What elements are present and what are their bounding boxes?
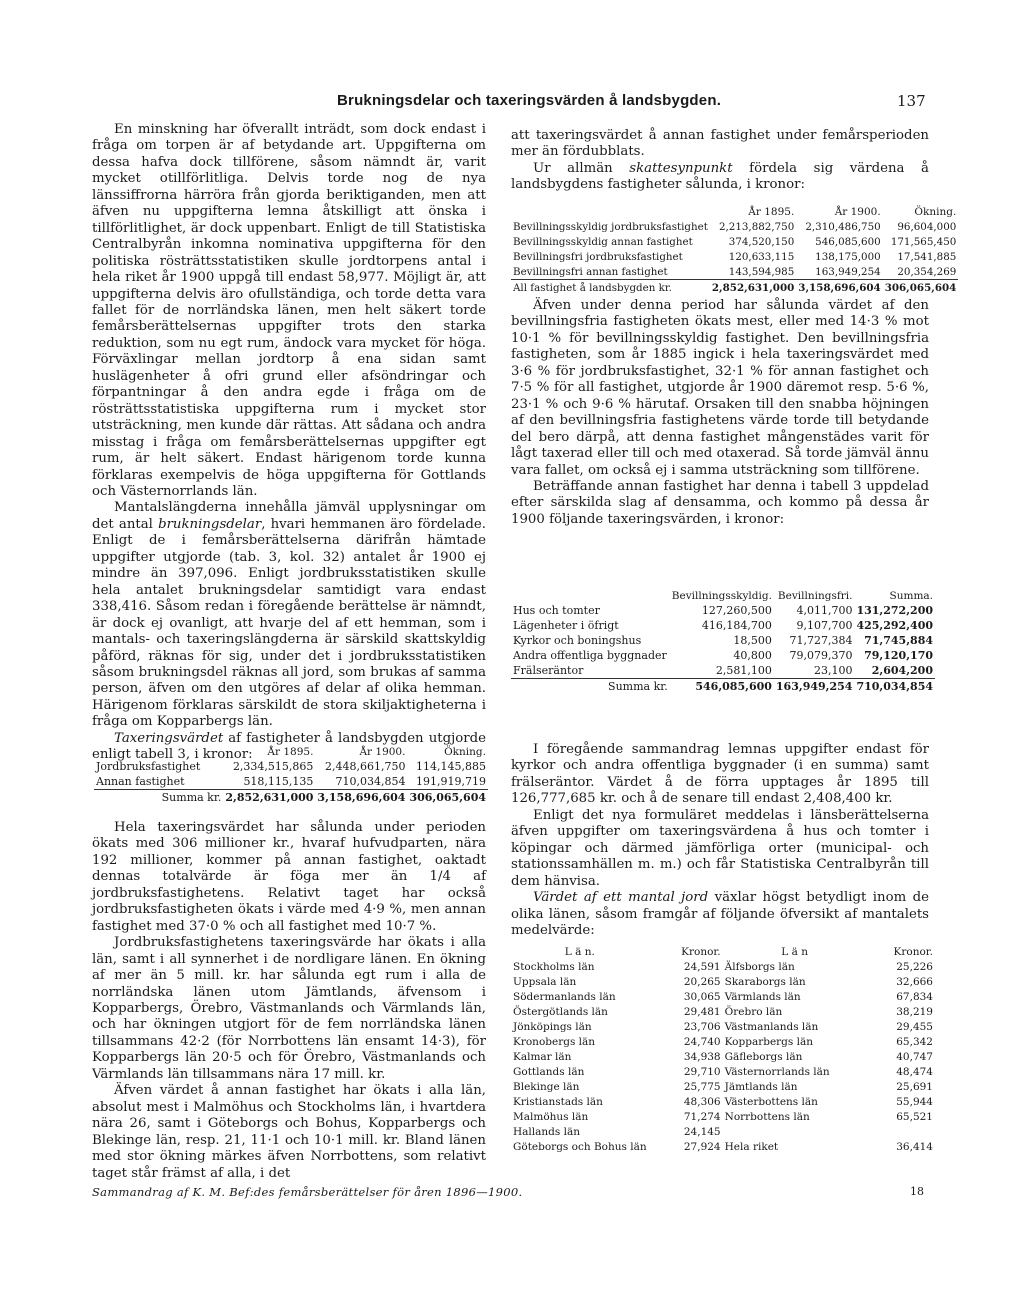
table-sum-row: Summa kr. 546,085,600 163,949,254 710,034,854 [511, 679, 935, 695]
column-header: År 1900. [359, 745, 406, 758]
table-sum-row: All fastighet å landsbygden kr. 2,852,631,000 3,158,696,604 306,065,604 [513, 281, 957, 294]
table-row: Malmöhus län 71,274 Norrbottens län 65,521 [513, 1110, 933, 1123]
page-footer: Sammandrag af K. M. Bef:des femårsberättelser för åren 1896—1900. [92, 1185, 523, 1199]
paragraph: Beträffande annan fastighet har denna i tabell 3 uppdelad efter särskilda slag af densamma, och kommo på dessa år 1900 följande taxeringsvärden, i kronor: [511, 478, 929, 527]
table-row: Blekinge län 25,775 Jämtlands län 25,691 [513, 1080, 933, 1093]
table-row: Kristianstads län 48,306 Västerbottens län 55,944 [513, 1095, 933, 1108]
table-row: Frälseräntor 2,581,100 23,100 2,604,200 [513, 664, 933, 677]
table-row: Jönköpings län 23,706 Västmanlands län 29,455 [513, 1020, 933, 1033]
paragraph: att taxeringsvärdet å annan fastighet under femårsperioden mer än fördubblats. [511, 128, 929, 160]
page-header [0, 92, 1024, 114]
table-row: Bevillningsfri jordbruksfastighet 120,633,115 138,175,000 17,541,885 [513, 250, 957, 263]
table-row: Jordbruksfastighet 2,334,515,865 2,448,661,750 114,145,885 [96, 760, 486, 773]
table-row: Göteborgs och Bohus län 27,924 Hela riket 36,414 [513, 1140, 933, 1153]
paragraph: Äfven värdet å annan fastighet har ökats i alla län, absolut mest i Malmöhus och Stockholms län, i hvartdera nära 26, samt i Göteborgs och Bohus, Kopparbergs och Blekinge län, resp. 21, 11·1 och 10·1 mill. kr. Bland länen med stor ökning märkes äfven Norrbottens, som relativt taget står främst af alla, i det [92, 1083, 486, 1181]
paragraph: Ur allmän skattesynpunkt fördela sig värdena å landsbygdens fastigheter sålunda, i kronor: [511, 160, 929, 193]
table-row: Hus och tomter 127,260,500 4,011,700 131,272,200 [513, 604, 933, 617]
paragraph: Äfven under denna period har sålunda värdet af den bevillningsfria fastigheten ökats mest, eller med 14·3 % mot 10·1 % för bevillningsskyldig fastighet. Den bevillningsfria fastigheten, som år 1885 ingick i hela taxeringsvärdet med 3·6 % för jordbruksfastighet, 32·1 % för annan fastighet och 7·5 % för all fastighet, utgjorde år 1900 däremot resp. 5·6 %, 23·1 % och 9·6 % härutaf. Orsaken till den snabba höjningen af den bevillningsfria fastighetens värde torde till betydande del bero därpå, att denna fastighet mångenstädes varit för lågt taxerad eller till och med otaxerad. Så torde jämväl ännu vara fallet, om också ej i samma utsträckning som tillförene. [511, 298, 929, 478]
table-row: Södermanlands län 30,065 Värmlands län 67,834 [513, 990, 933, 1003]
table-row: Hallands län 24,145 [513, 1125, 721, 1138]
right-column [511, 128, 929, 194]
table-row: Kalmar län 34,938 Gäfleborgs län 40,747 [513, 1050, 933, 1063]
right-column-mid [511, 298, 929, 528]
table-header-row: Bevillningsskyldig. Bevillningsfri. Summa. [671, 589, 933, 602]
right-column-lower [511, 742, 929, 939]
paragraph: I föregående sammandrag lemnas uppgifter endast för kyrkor och andra offentliga byggnader (i en summa) samt frälseräntor. Värdet å de förra upptages år 1895 till 126,777,685 kr. och å de senare till endast 2,408,400 kr. [511, 742, 929, 807]
table-header-row [94, 744, 488, 759]
page-title: Brukningsdelar och taxeringsvärden å landsbygden. [337, 92, 722, 109]
column-header: Ökning. [444, 745, 486, 758]
table-row: Andra offentliga byggnader 40,800 79,079,370 79,120,170 [513, 649, 933, 662]
column-header: År 1895. [267, 745, 314, 758]
table-row: Kyrkor och boningshus 18,500 71,727,384 71,745,884 [513, 634, 933, 647]
table-row: Bevillningsfri annan fastighet 143,594,985 163,949,254 20,354,269 [513, 265, 957, 278]
table-skattesynpunkt [511, 204, 958, 295]
paragraph: Taxeringsvärdet af fastigheter å landsbygden utgjorde enligt tabell 3, i kronor: [92, 730, 486, 763]
paragraph: Enligt det nya formuläret meddelas i länsberättelserna äfven uppgifter om taxeringsvärdena å hus och tomter i köpingar och därmed jämförliga orter (municipal- och stationssamhällen m. m.) och får Statistiska Centralbyrån till dem hänvisa. [511, 807, 929, 889]
table-header-row: År 1895. År 1900. Ökning. [748, 205, 957, 218]
paragraph: Värdet af ett mantal jord växlar högst betydligt inom de olika länen, såsom framgår af följande öfversikt af mantalets medelvärde: [511, 890, 929, 938]
table-header-row: L ä n. Kronor. L ä n Kronor. [564, 945, 933, 958]
table-mantal-medelvarde [511, 944, 935, 1154]
table-row: Annan fastighet 518,115,135 710,034,854 191,919,719 [96, 775, 486, 788]
page-number: 137 [897, 92, 926, 110]
table-sum-row: Summa kr. 2,852,631,000 3,158,696,604 306,065,604 [94, 790, 488, 806]
paragraph: Mantalslängderna innehålla jämväl upplysningar om det antal brukningsdelar, hvari hemmanen äro fördelade. Enligt de i femårsberättelserna därifrån hämtade uppgifter utgjorde (tab. 3, kol. 32) antalet år 1900 ej mindre än 397,096. Enligt jordbruksstatistiken skulle hela antalet brukningsdelar samtidigt vara endast 338,416. Såsom redan i föregående berättelse är nämndt, är dock ej ovanligt, att hvarje del af ett hemman, som i mantals- och taxeringslängderna är särskild skattskyldig påförd, räknas för sig, under det i jordbruksstatistiken såsom brukningsdel räknas all jord, som brukas af samma person, äfven om den utgöres af delar af olika hemman. Härigenom förklaras särskildt de stora skiljaktigheterna i fråga om Kopparbergs län. [92, 500, 486, 730]
table-row: Bevillningsskyldig annan fastighet 374,520,150 546,085,600 171,565,450 [513, 235, 957, 248]
left-column-lower [92, 820, 486, 1182]
table-row: Lägenheter i öfrigt 416,184,700 9,107,700 425,292,400 [513, 619, 933, 632]
paragraph: Hela taxeringsvärdet har sålunda under perioden ökats med 306 millioner kr., hvaraf hufvudparten, nära 192 millioner, kommer på annan fastighet, oaktadt dennas totalvärde är föga mer än 1/4 af jordbruksfastighetens. Relativt taget har också jordbruksfastigheten ökats i värde med 4·9 %, men annan fastighet med 37·0 % och all fastighet med 10·7 %. [92, 820, 486, 934]
paragraph: En minskning har öfverallt inträdt, som dock endast i fråga om torpen är af betydande art. Uppgifterna om dessa hafva dock tillförene, såsom nämndt är, varit mycket otillförlitliga. Delvis torde nog de nya länssiffrorna härröra från gjorda beriktiganden, men att äfven nu uppgifterna lemna åtskilligt att önska i tillförlitlighet, är dock uppenbart. Enligt de till Statistiska Centralbyrån inkomna nominativa uppgifterna för den politiska rösträttsstatistiken skulle jordtorpens antal i hela riket år 1900 uppgå till endast 58,977. Möjligt är, att uppgifterna delvis äro ofullständiga, och torde detta vara fallet för de norrländska länen, men helt säkert torde femårsberättelsernas uppgifter trots den starka reduktion, som nu egt rum, ändock vara mycket för höga. Förväxlingar mellan jordtorp å ena sidan samt huslägenheter å ofri grund eller afsöndringar och förpantningar å den andra egde i fråga om de rösträttsstatistiska uppgifterna rum i mycket stor utsträckning, men kunde där rättas. Att sådana och andra misstag i fråga om femårsberättelsernas uppgifter egt rum, är helt säkert. Endast härigenom torde kunna förklaras exempelvis de höga uppgifterna för Gottlands och Västernorrlands län. [92, 122, 486, 499]
table-row: Stockholms län 24,591 Älfsborgs län 25,226 [513, 960, 933, 973]
table-row: Bevillningsskyldig jordbruksfastighet 2,213,882,750 2,310,486,750 96,604,000 [513, 220, 957, 233]
left-column [92, 122, 486, 764]
table-row: Kronobergs län 24,740 Kopparbergs län 65,342 [513, 1035, 933, 1048]
table-taxeringsvarde [94, 744, 488, 805]
table-annan-fastighet [511, 588, 935, 694]
table-row: Östergötlands län 29,481 Örebro län 38,219 [513, 1005, 933, 1018]
paragraph: Jordbruksfastighetens taxeringsvärde har ökats i alla län, samt i all synnerhet i de nordligare länen. En ökning af mer än 5 mill. kr. har sålunda egt rum i alla de norrländska länen utom Jämtlands, äfvensom i Kopparbergs, Örebro, Västmanlands och Värmlands län, och har ökningen utgjort för de fem norrländska länen tillsammans 42·2 (för Norrbottens län ensamt 14·3), för Kopparbergs län 20·5 och för Örebro, Västmanlands och Värmlands län tillsammans nära 17 mill. kr. [92, 935, 486, 1082]
table-row: Gottlands län 29,710 Västernorrlands län 48,474 [513, 1065, 933, 1078]
signature-mark: 18 [910, 1185, 924, 1198]
table-row: Uppsala län 20,265 Skaraborgs län 32,666 [513, 975, 933, 988]
